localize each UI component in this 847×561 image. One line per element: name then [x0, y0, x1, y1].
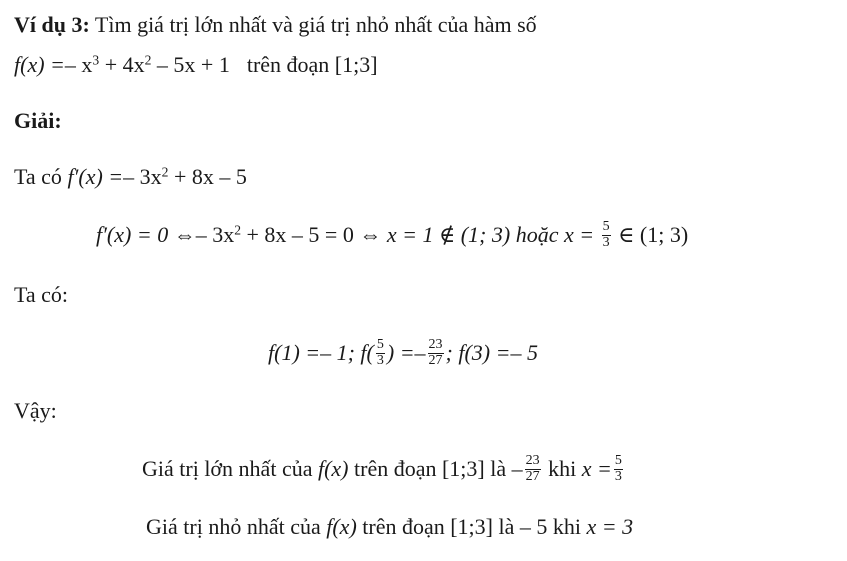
max-part-a: Giá trị lớn nhất của	[142, 456, 313, 482]
equation-part-d: x =	[563, 222, 595, 248]
function-exp-1: 3	[92, 52, 100, 68]
equation-part-a: f′(x) = 0 ⇔	[96, 222, 196, 248]
max-part-c: khi	[548, 456, 577, 482]
problem-prompt: Tìm giá trị lớn nhất và giá trị nhỏ nhất của hàm số	[94, 12, 537, 37]
values-fraction-1-den: 3	[376, 352, 384, 368]
problem-label: Ví dụ 3:	[14, 12, 90, 37]
function-term-3: – 5x + 1	[156, 52, 230, 77]
max-func: f(x)	[317, 456, 349, 482]
equation-exp: 2	[234, 222, 241, 238]
domain-text: trên đoạn [1;3]	[246, 52, 378, 77]
problem-statement	[14, 14, 537, 36]
max-x-fraction-den: 3	[614, 468, 622, 484]
max-x-fraction	[614, 454, 623, 484]
values-part-b: ) =–	[386, 340, 426, 366]
equation-part-b2: + 8x – 5 = 0 ⇔	[246, 222, 382, 248]
max-fraction-num: 23	[525, 453, 540, 468]
function-term-1: – x	[64, 52, 93, 77]
derivative-lhs: f′(x) =	[67, 164, 124, 189]
equation-part-e: ∈ (1; 3)	[618, 222, 689, 248]
values-fraction-2	[428, 338, 444, 368]
equation-fraction	[602, 220, 611, 250]
max-part-b: trên đoạn [1;3] là –	[354, 456, 523, 482]
min-part-b: trên đoạn [1;3] là – 5 khi	[362, 514, 581, 539]
equation-part-c: x = 1 ∉ (1; 3)	[386, 222, 511, 248]
values-part-a: f(1) =– 1; f(	[268, 340, 374, 366]
derivative-intro: Ta có	[14, 164, 62, 189]
min-x: x = 3	[586, 514, 634, 539]
values-fraction-1	[376, 338, 385, 368]
function-definition	[14, 54, 378, 76]
derivative-line	[14, 166, 247, 188]
max-x-fraction-num: 5	[614, 453, 622, 468]
function-lhs: f(x) =	[14, 52, 65, 77]
equation-or: hoặc	[515, 222, 559, 248]
min-part-a: Giá trị nhỏ nhất của	[146, 514, 321, 539]
function-term-2: + 4x	[104, 52, 145, 77]
values-intro: Ta có:	[14, 282, 69, 307]
max-fraction	[525, 454, 541, 484]
values-fraction-2-num: 23	[428, 337, 443, 352]
function-values	[268, 337, 538, 370]
conclusion-intro: Vậy:	[14, 398, 57, 423]
derivative-exp-1: 2	[161, 164, 169, 180]
max-conclusion	[142, 453, 625, 486]
max-x: x =	[581, 456, 612, 482]
max-fraction-den: 27	[525, 468, 540, 484]
min-func: f(x)	[326, 514, 357, 539]
values-part-c: ; f(3) =– 5	[445, 340, 538, 366]
function-exp-2: 2	[144, 52, 152, 68]
values-fraction-2-den: 27	[428, 352, 443, 368]
derivative-term-2: + 8x – 5	[173, 164, 247, 189]
equation-fraction-num: 5	[602, 219, 610, 234]
min-conclusion	[146, 516, 633, 538]
equation-part-b1: – 3x	[195, 222, 235, 248]
equation-fraction-den: 3	[602, 234, 610, 250]
critical-point-equation	[96, 219, 689, 252]
solution-heading: Giải:	[14, 108, 62, 133]
values-fraction-1-num: 5	[376, 337, 384, 352]
derivative-term-1: – 3x	[123, 164, 162, 189]
